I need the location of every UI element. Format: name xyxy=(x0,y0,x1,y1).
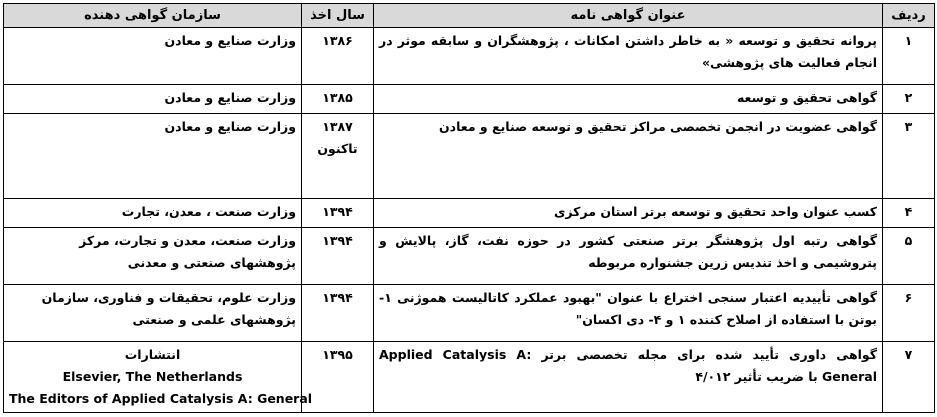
table-row xyxy=(4,285,935,342)
year: ۱۳۹۴ xyxy=(322,233,353,248)
year-cell xyxy=(302,85,374,114)
header-issuing-organization: سازمان گواهی دهنده xyxy=(4,4,302,28)
publisher-name: Elsevier, The Netherlands xyxy=(62,369,243,384)
journal-editors: The Editors of Applied Catalysis A: General xyxy=(9,391,313,406)
row-number: ۳ xyxy=(883,114,935,199)
year-cell xyxy=(302,228,374,285)
certificate-title: گواهی عضویت در انجمن تخصصی مراکز تحقیق و توسعه صنایع و معادن xyxy=(374,114,883,199)
header-year: سال اخذ xyxy=(302,4,374,28)
certificate-title: کسب عنوان واحد تحقیق و توسعه برتر استان مرکزی xyxy=(374,199,883,228)
year: ۱۳۸۷ xyxy=(322,119,353,134)
year: ۱۳۹۵ xyxy=(322,347,353,362)
issuing-organization: وزارت صنایع و معادن xyxy=(4,85,302,114)
certificate-title: گواهی داوری تأیید شده برای مجله تخصصی برتر Applied Catalysis A: General با ضریب تأثیر ۴/۰۱۲ xyxy=(374,342,883,413)
row-number: ۷ xyxy=(883,342,935,413)
certificate-title: گواهی رتبه اول پژوهشگر برتر صنعتی کشور در حوزه نفت، گاز، پالایش و پتروشیمی و اخذ تندیس زرین جشنواره مربوطه xyxy=(374,228,883,285)
table-row xyxy=(4,342,935,413)
table-row xyxy=(4,28,935,85)
row-number: ۲ xyxy=(883,85,935,114)
year: ۱۳۸۶ xyxy=(322,33,353,48)
year-cell xyxy=(302,285,374,342)
issuing-organization: وزارت صنعت، معدن و تجارت، مرکز پژوهشهای صنعتی و معدنی xyxy=(4,228,302,285)
issuing-organization: وزارت صنایع و معادن xyxy=(4,114,302,199)
certificates-table-container xyxy=(3,3,934,413)
header-certificate-title: عنوان گواهی نامه xyxy=(374,4,883,28)
certificate-title: پروانه تحقیق و توسعه « به خاطر داشتن امکانات ، پژوهشگران و سابقه موثر در انجام فعالیت های پژوهشی» xyxy=(374,28,883,85)
row-number: ۱ xyxy=(883,28,935,85)
table-header-row xyxy=(4,4,935,28)
certificate-title: گواهی تأییدیه اعتبار سنجی اختراع با عنوان "بهبود عملکرد کاتالیست هموژنی ۱- بوتن با استفاده از اصلاح کننده ۱ و ۴- دی اکسان" xyxy=(374,285,883,342)
table-row xyxy=(4,85,935,114)
year-cell xyxy=(302,342,374,413)
year: ۱۳۹۴ xyxy=(322,204,353,219)
certificates-table xyxy=(3,3,935,413)
table-row xyxy=(4,199,935,228)
issuing-organization: انتشارات xyxy=(124,347,181,362)
year-until-now: تاکنون xyxy=(317,141,358,156)
year-cell xyxy=(302,114,374,199)
certificate-title: گواهی تحقیق و توسعه xyxy=(374,85,883,114)
row-number: ۶ xyxy=(883,285,935,342)
issuing-organization: وزارت صنایع و معادن xyxy=(4,28,302,85)
year: ۱۳۸۵ xyxy=(322,90,353,105)
row-number: ۴ xyxy=(883,199,935,228)
table-row xyxy=(4,114,935,199)
issuing-organization: وزارت علوم، تحقیقات و فناوری، سازمان پژوهشهای علمی و صنعتی xyxy=(4,285,302,342)
year-cell xyxy=(302,28,374,85)
year: ۱۳۹۴ xyxy=(322,290,353,305)
row-number: ۵ xyxy=(883,228,935,285)
header-row-number: ردیف xyxy=(883,4,935,28)
issuing-organization: وزارت صنعت ، معدن، تجارت xyxy=(4,199,302,228)
table-row xyxy=(4,228,935,285)
issuing-organization-cell xyxy=(4,342,313,413)
year-cell xyxy=(302,199,374,228)
